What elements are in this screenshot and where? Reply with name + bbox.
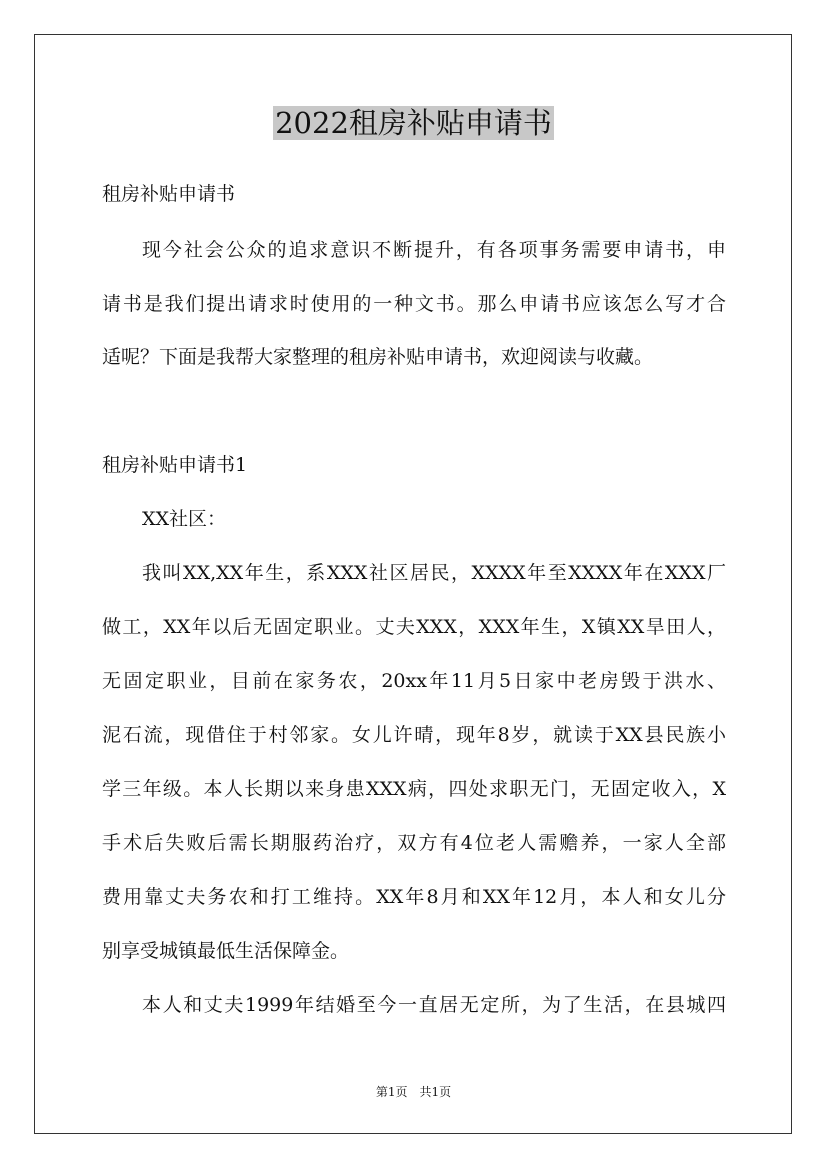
salutation: XX社区： <box>142 508 227 530</box>
body-line-8: 别享受城镇最低生活保障金。 <box>102 940 350 962</box>
page-number: 第1页 共1页 <box>375 1085 452 1099</box>
subtitle: 租房补贴申请书 <box>102 183 236 205</box>
body-line-3: 无固定职业，目前在家务农，20xx年11月5日家中老房毁于洪水、 <box>102 670 726 692</box>
body-line-1: 我叫XX,XX年生，系XXX社区居民，XXXX年至XXXX年在XXX厂 <box>142 562 726 584</box>
body-line-6: 手术后失败后需长期服药治疗，双方有4位老人需赡养，一家人全部 <box>102 832 726 854</box>
body-line-7: 费用靠丈夫务农和打工维持。XX年8月和XX年12月，本人和女儿分 <box>102 886 726 908</box>
document-title: 2022租房补贴申请书 <box>275 106 552 140</box>
body-line-4: 泥石流，现借住于村邻家。女儿许晴，现年8岁，就读于XX县民族小 <box>102 724 726 746</box>
intro-line-1: 现今社会公众的追求意识不断提升，有各项事务需要申请书，申 <box>142 239 726 261</box>
body-line-5: 学三年级。本人长期以来身患XXX病，四处求职无门，无固定收入，X <box>102 778 726 800</box>
body-line-2: 做工，XX年以后无固定职业。丈夫XXX，XXX年生，X镇XX旱田人， <box>102 616 726 638</box>
body-line-9: 本人和丈夫1999年结婚至今一直居无定所，为了生活，在县城四 <box>142 994 726 1016</box>
intro-line-3: 适呢？下面是我帮大家整理的租房补贴申请书，欢迎阅读与收藏。 <box>102 346 654 368</box>
section-heading: 租房补贴申请书1 <box>102 454 248 476</box>
intro-line-2: 请书是我们提出请求时使用的一种文书。那么申请书应该怎么写才合 <box>102 293 726 315</box>
